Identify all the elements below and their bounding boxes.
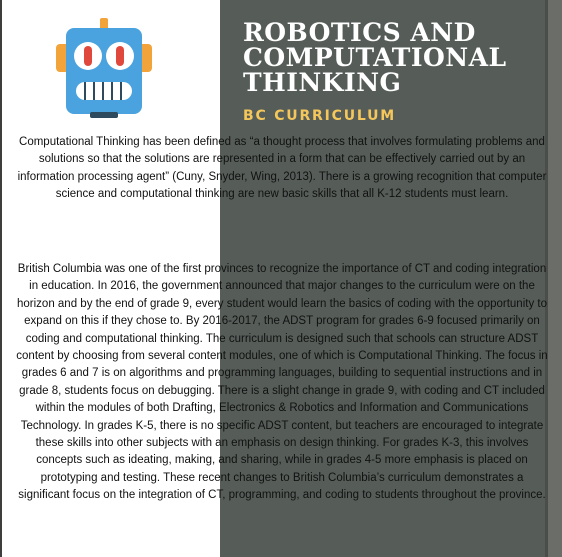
intro-paragraph: Computational Thinking has been defined as “a thought process that involves formulating problems and solutions so that the solutions are represented in a form that can be effectively carried out by an information processing agent” (Cuny, Snyder, Wing, 2013). There is a growing recognition that computer science and computational thinking are new basic skills that all K-12 students must learn. (17, 136, 547, 201)
right-border (548, 0, 562, 557)
left-border (0, 0, 2, 557)
history-paragraph: British Columbia was one of the first provinces to recognize the importance of CT and coding integration in education. In 2016, the government announced that major changes to the curriculum were on the horizon and by the end of grade 9, every student would learn the basics of coding with the opportunity to expand on this if they chose to. By 2016-2017, the ADST program for grades 6-9 focused primarily on coding and computational thinking. The curriculum is designed such that schools can structure ADST content by choosing from several content modules, one of which is Computational Thinking. The focus in grades 6 and 7 is on algorithms and programming languages, building to sequential instructions and in grade 8, students focus on debugging. There is a slight change in grade 9, with coding and CT included within the modules of both Drafting, Electronics & Robotics and Information and Communications Technology. In grades K-5, there is no specific ADST content, but teachers are encouraged to integrate these skills into other subjects with an emphasis on design thinking. For grades K-3, this involves concepts such as ideating, making, and sharing, while in grades 4-5 more emphasis is placed on prototyping and testing. These recent changes to British Columbia’s curriculum demonstrates a significant focus on the integration of CT, programming, and coding to students throughout the province. (16, 263, 548, 502)
title-line-2: COMPUTATIONAL (243, 43, 507, 72)
title-line-3: THINKING (243, 68, 402, 97)
page-title (243, 20, 543, 95)
page-subtitle: BC CURRICULUM (243, 108, 396, 124)
robot-head-icon (56, 18, 152, 118)
title-line-1: ROBOTICS AND (243, 18, 476, 47)
